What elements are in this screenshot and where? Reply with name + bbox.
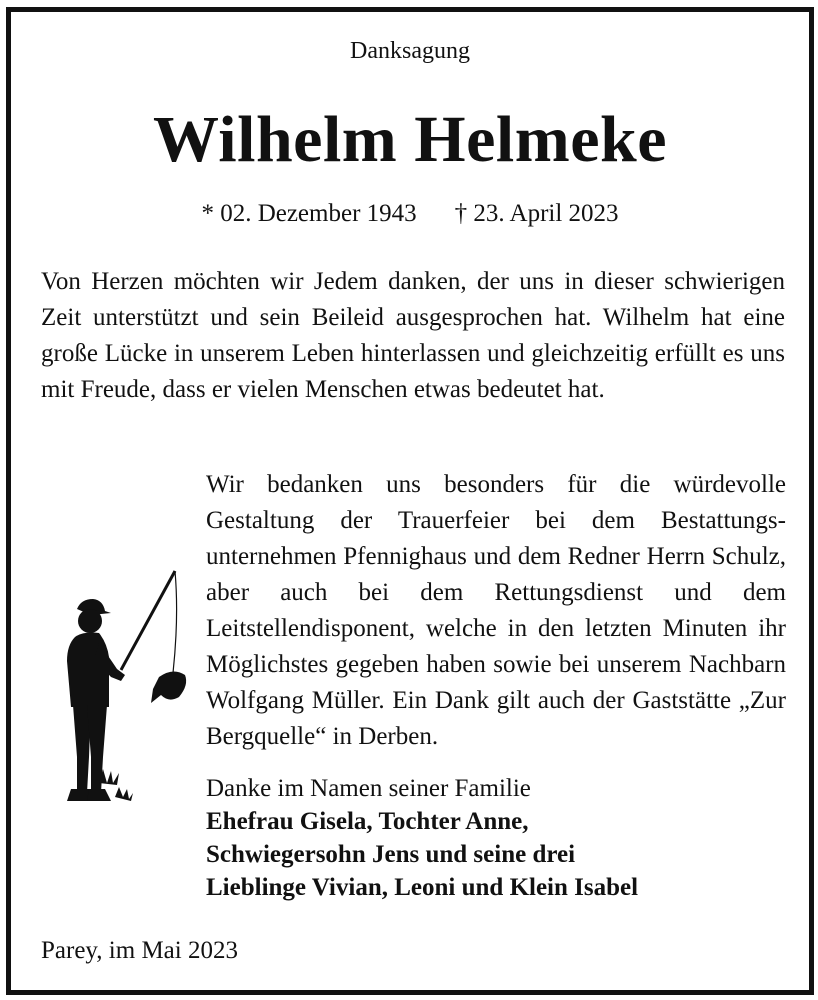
- thanks-paragraph: Von Herzen möchten wir Jedem danken, der uns in dieser schwierigen Zeit unterstützt und sein Beileid ausgesprochen hat. Wilhelm hat eine große Lücke in unserem Leben hinterlassen und gleichzeitig erfüllt es uns mit Freude, dass er vielen Menschen etwas bedeutet hat.: [41, 268, 785, 403]
- family-line: Ehefrau Gisela, Tochter Anne,: [206, 808, 529, 835]
- notice-heading: Danksagung: [350, 38, 470, 64]
- obituary-notice: [6, 7, 814, 995]
- death-date: † 23. April 2023: [454, 200, 619, 227]
- special-thanks-paragraph: Wir bedanken uns besonders für die würdevolle Gestaltung der Trauerfeier bei dem Bestattungsunternehmen Pfennighaus und dem Redner Herrn Schulz, aber auch bei dem Rettungsdienst und dem Leitstellendisponent, welche in den letzten Minuten ihr Möglichstes gegeben haben sowie bei unserem Nachbarn Wolfgang Müller. Ein Dank gilt auch der Gaststätte „Zur Bergquelle“ in Derben.: [206, 471, 786, 750]
- fisherman-silhouette-icon: [47, 557, 197, 807]
- family-line: Lieblinge Vivian, Leoni und Klein Isabel: [206, 874, 639, 901]
- life-dates: [11, 200, 809, 228]
- family-signoff: [206, 772, 638, 904]
- deceased-name: Wilhelm Helmeke: [152, 103, 668, 176]
- family-line: Schwiegersohn Jens und seine drei: [206, 841, 576, 868]
- place-and-date: Parey, im Mai 2023: [41, 937, 238, 964]
- signoff-intro: Danke im Namen seiner Familie: [206, 775, 531, 802]
- birth-date: * 02. Dezember 1943: [201, 200, 417, 227]
